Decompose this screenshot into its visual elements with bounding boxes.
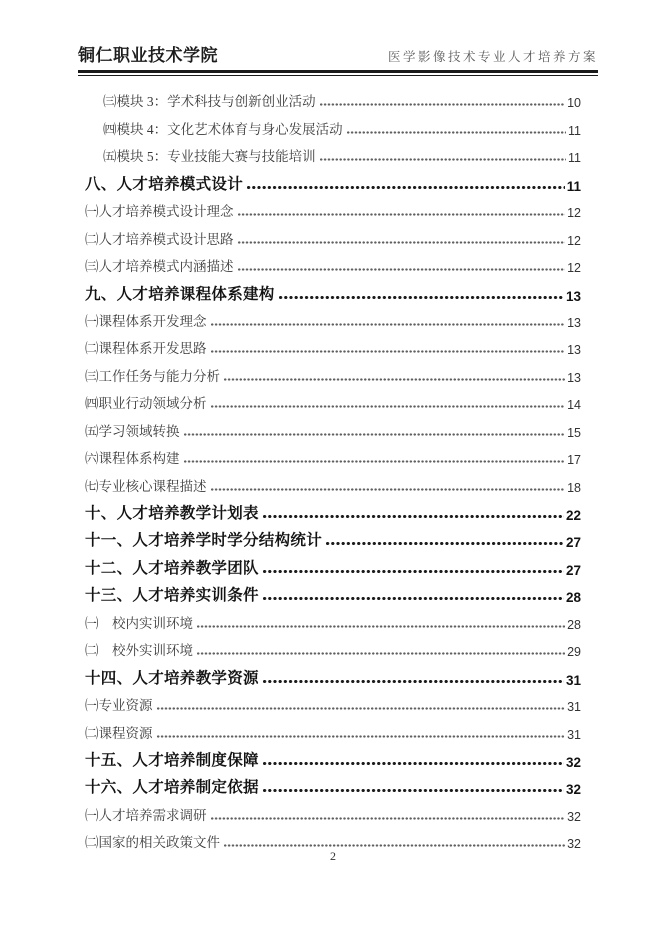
toc-entry-label: 十三、人才培养实训条件: [85, 587, 259, 605]
toc-entry-page-number: 22: [565, 508, 581, 523]
toc-heading-entry: [85, 580, 581, 607]
dot-leader: [211, 817, 566, 820]
dot-leader: [320, 158, 566, 161]
toc-sub-entry: [85, 690, 581, 717]
toc-heading-entry: [85, 745, 581, 772]
toc-sub-entry: [85, 470, 581, 497]
toc-entry-page-number: 12: [567, 261, 581, 276]
toc-entry-page-number: 29: [567, 645, 581, 660]
toc-entry-page-number: 28: [565, 590, 581, 606]
toc-entry-page-number: 31: [567, 700, 581, 715]
toc-entry-page-number: 28: [567, 617, 581, 632]
toc-sub-entry: [85, 333, 581, 360]
toc-entry-page-number: 17: [567, 453, 581, 468]
dot-leader: [157, 735, 566, 738]
toc-entry-label: ㈤模块 5：专业技能大赛与技能培训: [103, 149, 316, 165]
dot-leader: [263, 570, 564, 573]
toc-entry-label: ㈠课程体系开发理念: [85, 313, 207, 329]
dot-leader: [211, 323, 566, 326]
toc-entry-page-number: 27: [565, 562, 581, 578]
dot-leader: [247, 186, 565, 189]
header-row: [78, 41, 598, 66]
dot-leader: [326, 542, 564, 545]
toc-entry-label: ㈢人才培养模式内涵描述: [85, 259, 234, 275]
toc-sub-entry: [85, 415, 581, 442]
dot-leader: [157, 707, 566, 710]
toc-entry-label: ㈡课程体系开发思路: [85, 341, 207, 357]
toc-entry-page-number: 31: [567, 727, 581, 742]
toc-entry-page-number: 32: [565, 754, 581, 770]
toc-entry-page-number: 18: [567, 480, 581, 495]
toc-entry-label: ㈠ 校内实训环境: [85, 615, 193, 631]
toc-entry-label: 十一、人才培养学时学分结构统计: [85, 532, 323, 550]
toc-sub-entry: [85, 388, 581, 415]
dot-leader: [211, 350, 566, 353]
toc-entry-page-number: 11: [568, 123, 581, 138]
toc-entry-page-number: 32: [565, 782, 581, 798]
toc-sub-entry: [85, 717, 581, 744]
toc-sub-entry: [85, 223, 581, 250]
dot-leader: [263, 680, 564, 683]
dot-leader: [238, 213, 566, 216]
toc-entry-label: ㈥课程体系构建: [85, 451, 180, 467]
toc-heading-entry: [85, 552, 581, 579]
dot-leader: [184, 433, 566, 436]
toc-entry-page-number: 12: [567, 233, 581, 248]
toc-entry-page-number: 13: [567, 370, 581, 385]
dot-leader: [238, 241, 566, 244]
page-footer: [85, 849, 581, 864]
header-double-rule: [78, 70, 598, 76]
toc-entry-page-number: 32: [567, 837, 581, 852]
toc-entry-label: ㈡人才培养模式设计思路: [85, 231, 234, 247]
toc-entry-label: ㈡ 校外实训环境: [85, 643, 193, 659]
toc-entry-page-number: 10: [567, 96, 581, 111]
school-name: 铜仁职业技术学院: [78, 46, 218, 65]
toc-entry-label: 九、人才培养课程体系建构: [85, 285, 275, 303]
dot-leader: [197, 625, 565, 628]
toc-entry-label: ㈠人才培养模式设计理念: [85, 204, 234, 220]
dot-leader: [279, 296, 564, 299]
toc-entry-label: 十六、人才培养制定依据: [85, 779, 259, 797]
toc-entry-label: ㈠专业资源: [85, 698, 153, 714]
dot-leader: [211, 488, 566, 491]
toc-sub-entry: [85, 251, 581, 278]
toc-sub-entry: [85, 196, 581, 223]
dot-leader: [263, 597, 564, 600]
dot-leader: [263, 789, 564, 792]
toc-entry-label: ㈣职业行动领域分析: [85, 396, 207, 412]
dot-leader: [263, 762, 564, 765]
dot-leader: [263, 515, 564, 518]
toc-entry-page-number: 13: [567, 315, 581, 330]
toc-entry-label: ㈠人才培养需求调研: [85, 807, 207, 823]
toc-entry-page-number: 11: [566, 178, 581, 194]
toc-entry-label: ㈡国家的相关政策文件: [85, 835, 220, 851]
toc-sub-entry: [85, 360, 581, 387]
toc-entry-label: ㈣模块 4：文化艺术体育与身心发展活动: [103, 121, 343, 137]
toc-entry-page-number: 27: [565, 535, 581, 551]
toc-entry-label: ㈦专业核心课程描述: [85, 478, 207, 494]
toc-heading-entry: [85, 498, 581, 525]
dot-leader: [184, 460, 566, 463]
toc-sub-entry: [85, 443, 581, 470]
document-title: 医学影像技术专业人才培养方案: [387, 50, 598, 64]
toc-heading-entry: [85, 525, 581, 552]
toc-entry-label: ㈡课程资源: [85, 725, 153, 741]
toc-entry-page-number: 13: [565, 288, 581, 304]
toc-sub-entry: [85, 607, 581, 634]
toc-sub-entry: [85, 141, 581, 168]
dot-leader: [238, 268, 566, 271]
toc-heading-entry: [85, 168, 581, 195]
toc-entry-page-number: 14: [567, 398, 581, 413]
dot-leader: [197, 652, 565, 655]
toc-heading-entry: [85, 772, 581, 799]
toc-entry-page-number: 13: [567, 343, 581, 358]
toc-entry-label: 八、人才培养模式设计: [85, 175, 244, 193]
toc-entry-label: 十五、人才培养制度保障: [85, 751, 259, 769]
toc-entry-label: ㈢模块 3：学术科技与创新创业活动: [103, 94, 316, 110]
toc-sub-entry: [85, 799, 581, 826]
page-header: [78, 41, 598, 76]
toc-entry-page-number: 31: [565, 672, 581, 688]
toc-entry-page-number: 12: [567, 206, 581, 221]
toc-entry-label: ㈢工作任务与能力分析: [85, 368, 220, 384]
toc-sub-entry: [85, 113, 581, 140]
dot-leader: [224, 844, 565, 847]
toc-entry-page-number: 11: [568, 151, 581, 166]
toc-heading-entry: [85, 662, 581, 689]
toc-entry-page-number: 32: [567, 809, 581, 824]
dot-leader: [211, 405, 566, 408]
toc-entry-label: 十二、人才培养教学团队: [85, 559, 259, 577]
table-of-contents: [85, 86, 581, 854]
dot-leader: [347, 131, 566, 134]
dot-leader: [320, 103, 565, 106]
toc-sub-entry: [85, 635, 581, 662]
toc-heading-entry: [85, 278, 581, 305]
toc-entry-page-number: 15: [567, 425, 581, 440]
toc-sub-entry: [85, 86, 581, 113]
page-number: 2: [330, 849, 336, 863]
dot-leader: [224, 378, 565, 381]
toc-sub-entry: [85, 306, 581, 333]
toc-entry-label: ㈤学习领域转换: [85, 423, 180, 439]
toc-entry-label: 十、人才培养教学计划表: [85, 505, 259, 522]
toc-entry-label: 十四、人才培养教学资源: [85, 669, 259, 687]
